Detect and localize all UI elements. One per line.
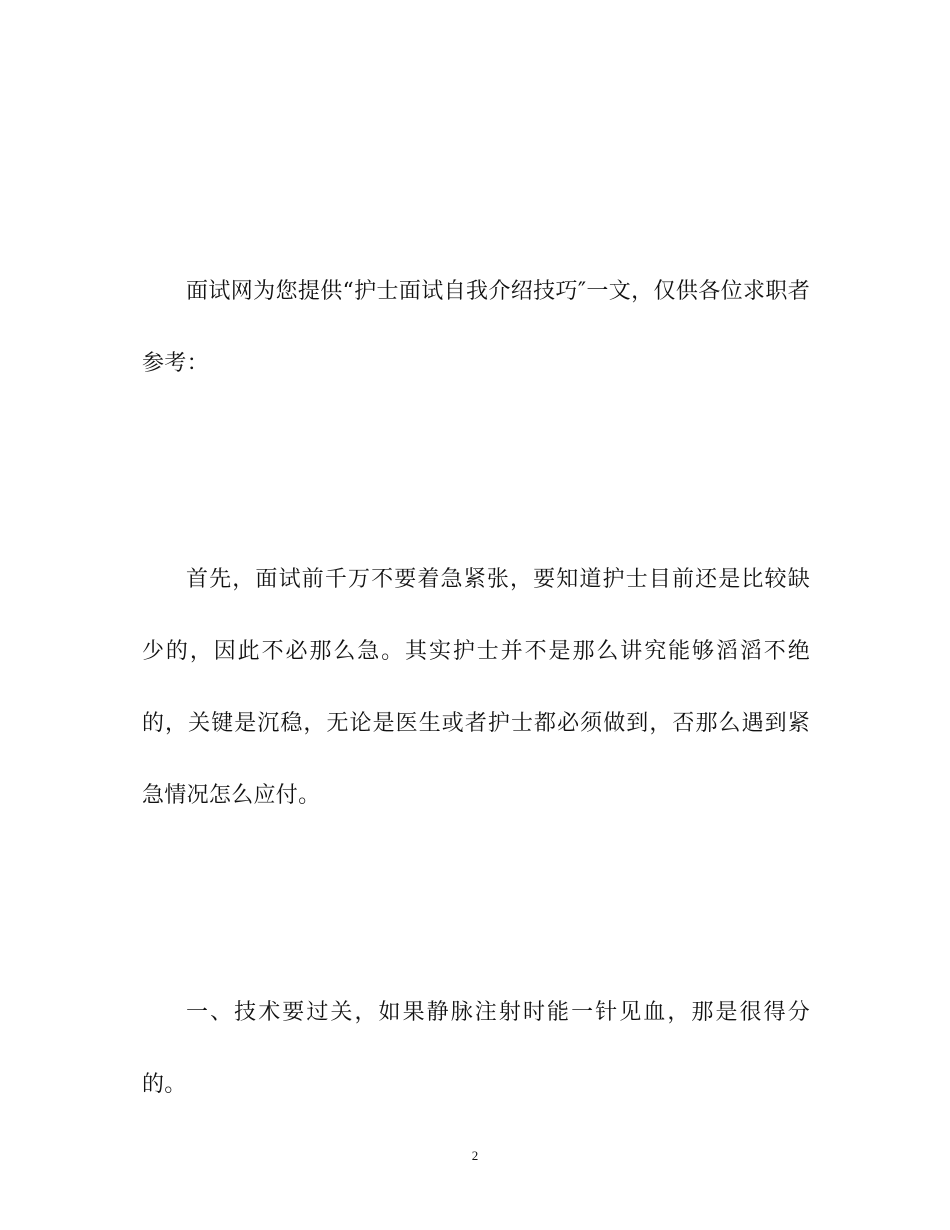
page-number: 2: [471, 1148, 479, 1163]
intro-paragraph: 面试网为您提供“护士面试自我介绍技巧″一文，仅供各位求职者参考：: [142, 279, 810, 376]
tip-one-paragraph: 一、技术要过关，如果静脉注射时能一针见血，那是很得分的。: [142, 1000, 810, 1097]
first-advice-paragraph: 首先，面试前千万不要着急紧张，要知道护士目前还是比较缺少的，因此不必那么急。其实护士并不是那么讲究能够滔滔不绝的，关键是沉稳，无论是医生或者护士都必须做到，否那么遇到紧急情况怎么应付。: [142, 567, 810, 808]
